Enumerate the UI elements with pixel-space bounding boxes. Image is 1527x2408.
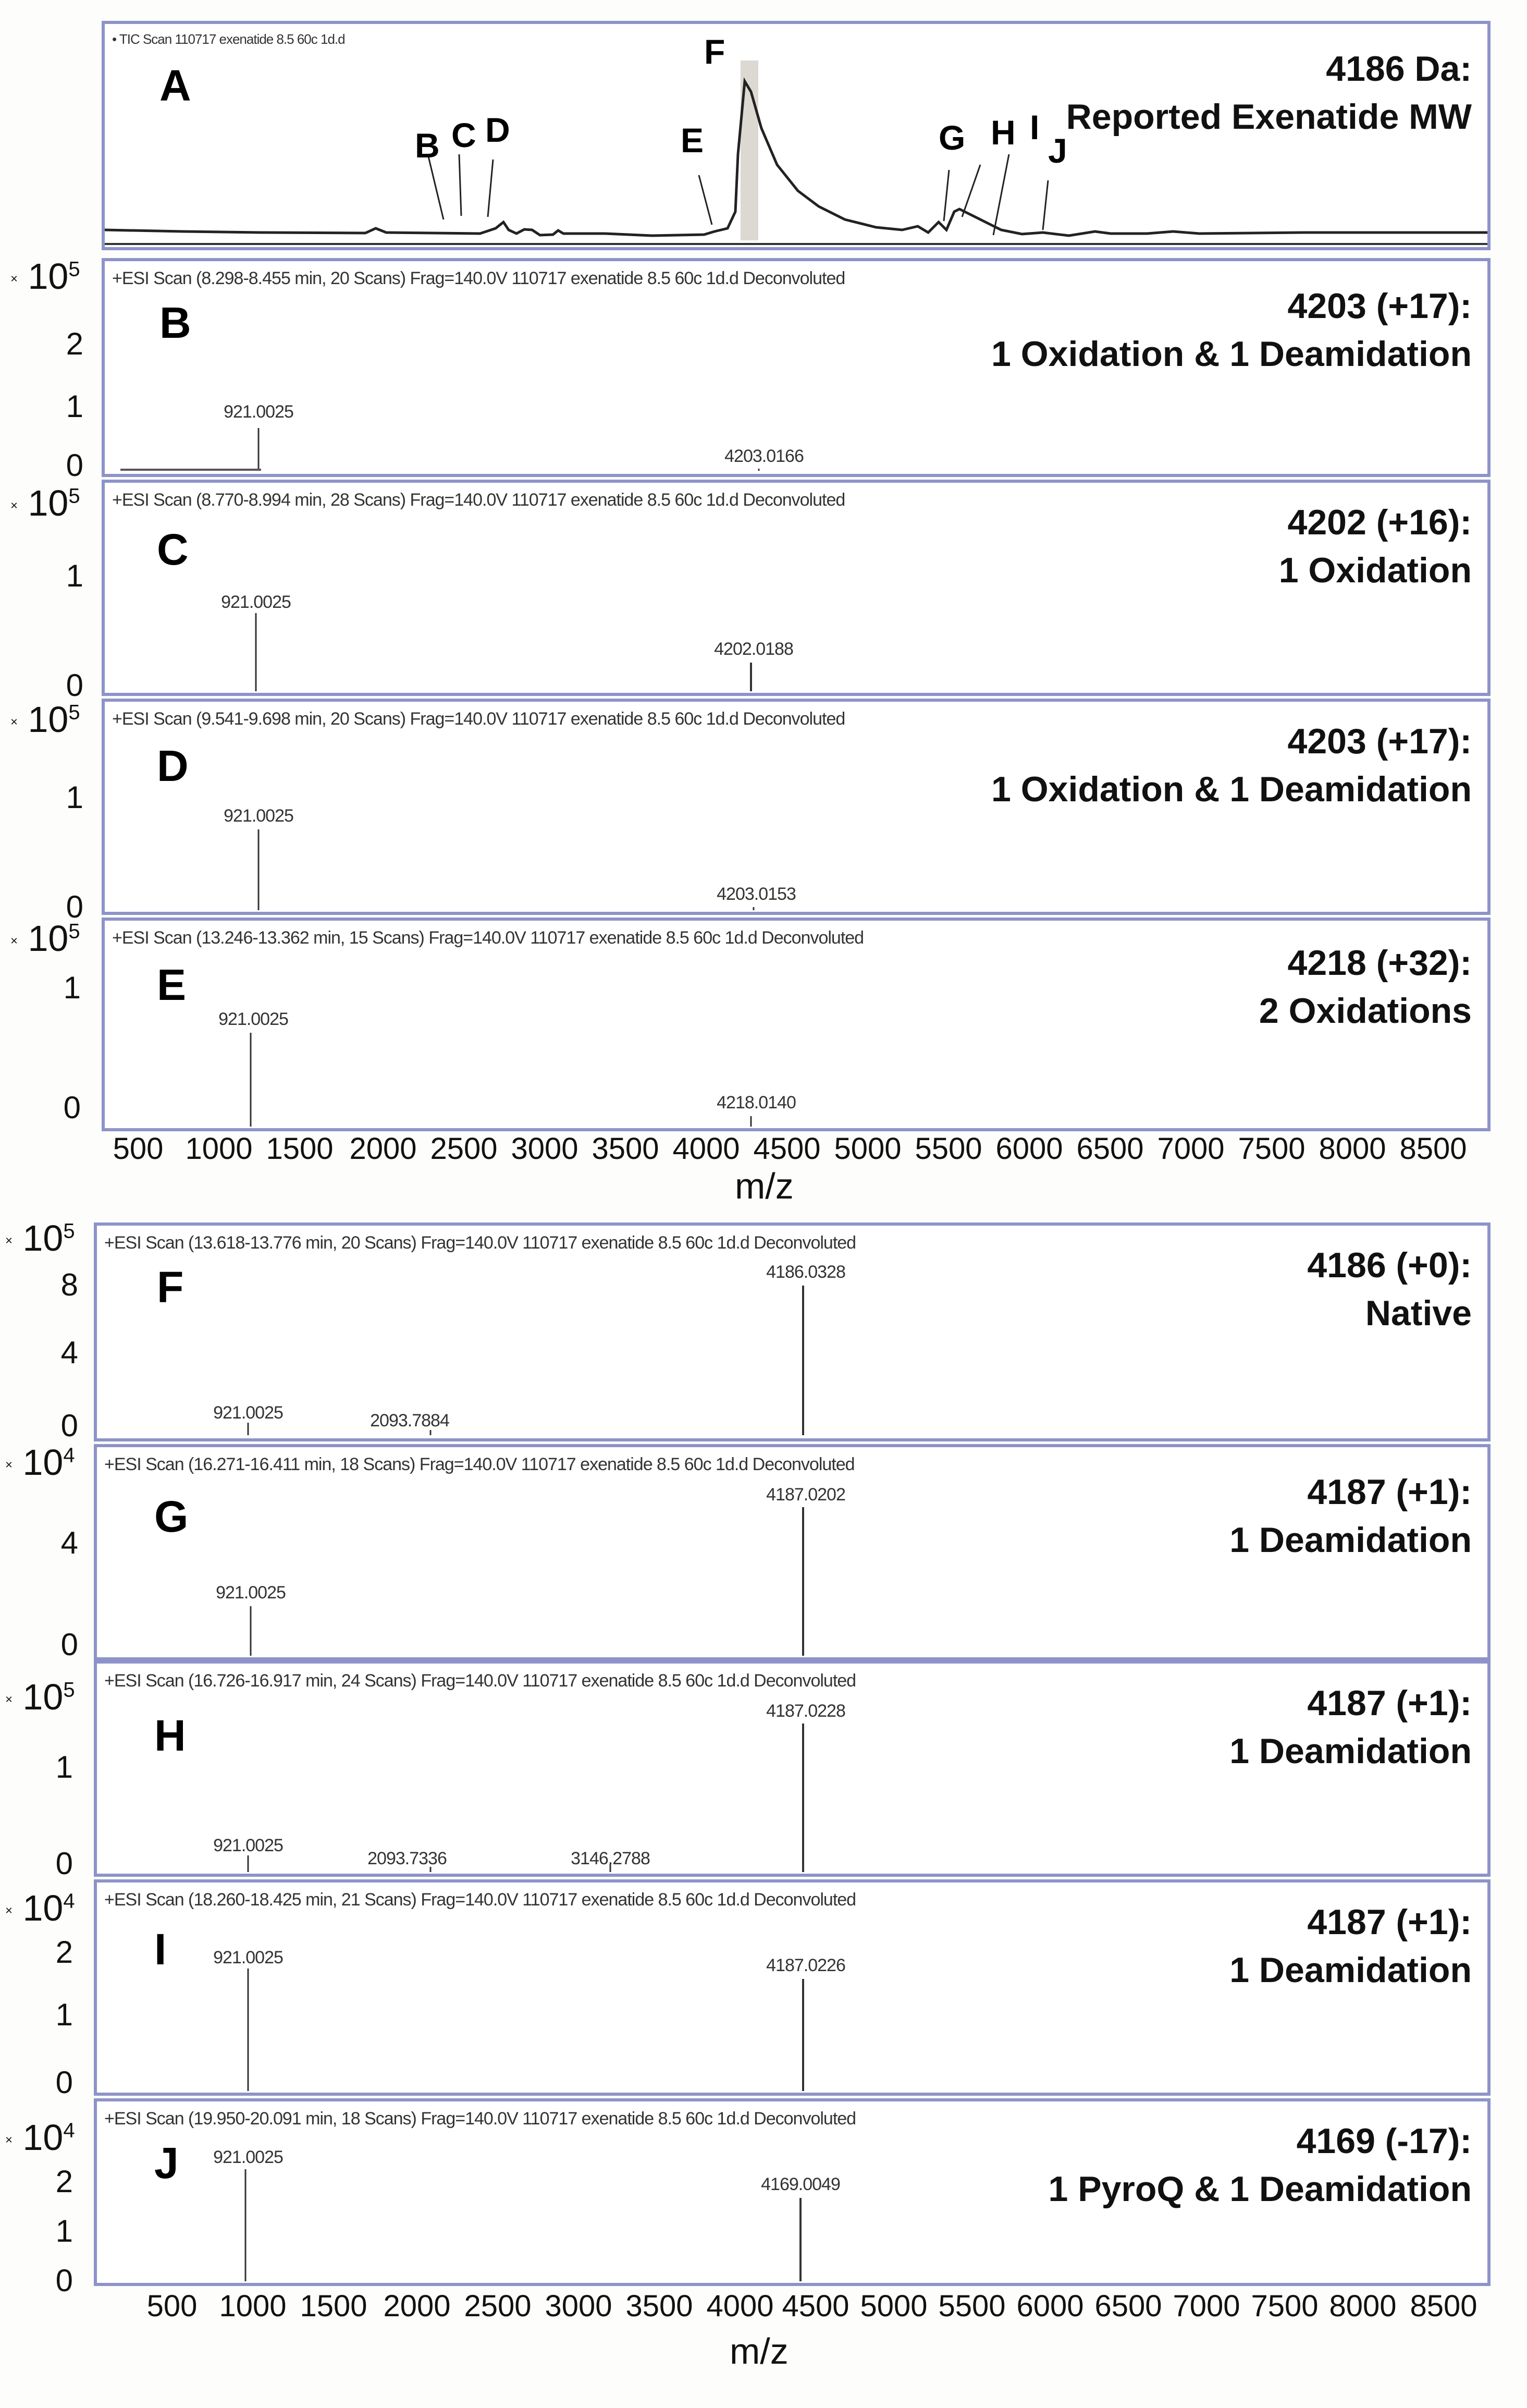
x-tick: 7000 [1157,1132,1225,1166]
y-tick: 1 [63,970,81,1005]
spectrum-panel-e [102,918,1491,1131]
annotation-modification: 1 Deamidation [1229,1950,1472,1990]
annotation-mass: 4218 (+32): [1287,943,1472,983]
scan-header: +ESI Scan (9.541-9.698 min, 20 Scans) Frag=140.0V 110717 exenatide 8.5 60c 1d.d Deconvoluted [112,709,845,729]
y-tick: 4 [60,1525,78,1560]
panel-letter-h: H [154,1711,186,1760]
panel-letter-j: J [154,2138,179,2187]
tic-peak-b: B [415,126,440,165]
peak-label: 4202.0188 [714,639,793,659]
y-tick: 0 [55,1846,73,1881]
spectrum-panel-h [94,1660,1491,1877]
y-multiplier-i: × $10^4$ [5,1888,75,1928]
x-tick: 500 [113,1132,164,1166]
tic-peak-j: J [1048,131,1067,170]
annotation-modification: 1 Deamidation [1229,1520,1472,1560]
y-tick: 0 [63,1090,81,1125]
scan-header: +ESI Scan (19.950-20.091 min, 18 Scans) Frag=140.0V 110717 exenatide 8.5 60c 1d.d Deconvoluted [104,2109,856,2129]
peak-label: 921.0025 [213,1403,283,1423]
x-tick: 6500 [1094,2289,1162,2323]
y-tick: 0 [60,1627,78,1662]
x-tick: 4500 [753,1132,821,1166]
peak-label: 921.0025 [213,2147,283,2167]
annotation-mass: 4187 (+1): [1307,1683,1472,1723]
x-tick: 1500 [300,2289,367,2323]
peak-label: 921.0025 [221,592,291,612]
x-tick: 4000 [672,1132,740,1166]
y-tick: 1 [66,558,83,593]
scan-header: +ESI Scan (16.271-16.411 min, 18 Scans) Frag=140.0V 110717 exenatide 8.5 60c 1d.d Deconvoluted [104,1454,855,1474]
annotation-mass: 4187 (+1): [1307,1472,1472,1512]
x-tick: 3000 [511,1132,578,1166]
annotation-modification: 1 PyroQ & 1 Deamidation [1048,2169,1472,2209]
spectrum-h [97,1664,1487,1874]
x-tick: 5000 [834,1132,902,1166]
x-tick: 3500 [625,2289,693,2323]
tic-peak-f: F [704,32,725,71]
x-tick: 1500 [266,1132,334,1166]
spectrum-b [105,261,1487,474]
y-tick: 0 [55,2065,73,2100]
tic-peak-e: E [681,121,704,160]
tic-annotation-line1: 4186 Da: [1326,49,1472,89]
peak-label: 2093.7336 [367,1849,447,1868]
x-tick: 8000 [1329,2289,1397,2323]
tic-peak-i: I [1030,108,1040,146]
x-tick: 6000 [1016,2289,1084,2323]
x-tick: 8500 [1410,2289,1477,2323]
y-tick: 1 [66,389,83,424]
tic-header: • TIC Scan 110717 exenatide 8.5 60c 1d.d [112,31,345,47]
y-tick: 1 [55,1750,73,1784]
x-tick: 5500 [915,1132,982,1166]
spectrum-panel-b [102,258,1491,477]
y-multiplier-b: × $10^5$ [10,256,80,297]
x-tick: 3000 [545,2289,612,2323]
annotation-modification: 1 Deamidation [1229,1731,1472,1771]
x-tick: 3500 [592,1132,659,1166]
spectrum-c [105,483,1487,693]
x-tick: 4000 [706,2289,774,2323]
panel-letter-f: F [157,1263,184,1312]
annotation-modification: 1 Oxidation [1278,551,1472,590]
peak-label: 921.0025 [213,1836,283,1855]
x-axis-label-upper: m/z [735,1166,794,1206]
y-tick: 0 [60,1408,78,1443]
x-tick: 6500 [1076,1132,1144,1166]
peak-label: 4203.0153 [717,884,796,904]
panel-letter-g: G [154,1492,189,1541]
annotation-mass: 4169 (-17): [1296,2121,1472,2161]
tic-panel [102,21,1491,250]
x-tick: 6000 [995,1132,1063,1166]
scan-header: +ESI Scan (8.770-8.994 min, 28 Scans) Frag=140.0V 110717 exenatide 8.5 60c 1d.d Deconvoluted [112,490,845,510]
spectrum-panel-f [94,1223,1491,1441]
spectrum-panel-j [94,2098,1491,2286]
panel-letter-e: E [157,960,187,1009]
spectrum-i [97,1883,1487,2093]
x-tick: 1000 [185,1132,253,1166]
spectrum-g [97,1447,1487,1657]
spectrum-panel-i [94,1879,1491,2096]
y-tick: 1 [66,780,83,815]
peak-label: 4203.0166 [724,446,804,466]
peak-label: 4186.0328 [766,1262,845,1282]
y-multiplier-f: × $10^5$ [5,1218,75,1258]
y-tick: 2 [66,326,83,361]
panel-letter-d: D [157,741,189,790]
scan-header: +ESI Scan (8.298-8.455 min, 20 Scans) Frag=140.0V 110717 exenatide 8.5 60c 1d.d Deconvoluted [112,268,845,288]
y-multiplier-h: × $10^5$ [5,1677,75,1717]
peak-label: 3146.2788 [571,1849,650,1868]
peak-label: 921.0025 [224,402,293,422]
x-tick: 2500 [464,2289,532,2323]
annotation-modification: 1 Oxidation & 1 Deamidation [991,334,1472,374]
panel-letter-i: I [154,1925,167,1974]
peak-label: 921.0025 [213,1948,283,1967]
x-tick: 7000 [1173,2289,1240,2323]
spectrum-panel-c [102,480,1491,696]
tic-peak-c: C [451,116,476,154]
spectrum-d [105,702,1487,912]
annotation-mass: 4202 (+16): [1287,503,1472,542]
spectrum-panel-d [102,699,1491,915]
x-tick: 2000 [349,1132,417,1166]
peak-label: 2093.7884 [370,1411,449,1431]
scan-header: +ESI Scan (13.618-13.776 min, 20 Scans) Frag=140.0V 110717 exenatide 8.5 60c 1d.d Deconvoluted [104,1233,856,1253]
y-tick: 8 [60,1267,78,1302]
annotation-modification: Native [1365,1293,1472,1333]
peak-label: 4187.0226 [766,1955,845,1975]
annotation-mass: 4203 (+17): [1287,286,1472,326]
tic-peak-h: H [991,113,1016,152]
y-multiplier-e: × $10^5$ [10,918,80,959]
y-multiplier-c: × $10^5$ [10,483,80,523]
peak-label: 921.0025 [224,806,293,826]
y-multiplier-d: × $10^5$ [10,699,80,740]
panel-letter-c: C [157,525,189,574]
y-tick: 0 [66,448,83,483]
spectrum-f [97,1226,1487,1438]
x-axis-lower [0,2289,1527,2330]
x-tick: 1000 [219,2289,287,2323]
x-tick: 7500 [1251,2289,1319,2323]
y-tick: 2 [55,1935,73,1970]
panel-letter-b: B [159,298,191,347]
peak-label: 4187.0202 [766,1485,845,1505]
peak-label: 921.0025 [216,1583,286,1603]
peak-label: 921.0025 [218,1009,288,1029]
x-tick: 4500 [782,2289,849,2323]
x-tick: 7500 [1238,1132,1306,1166]
x-tick: 500 [146,2289,198,2323]
x-axis-label-lower: m/z [730,2331,789,2372]
y-tick: 0 [66,668,83,703]
tic-annotation-line2: Reported Exenatide MW [1066,97,1472,137]
y-tick: 0 [66,889,83,924]
tic-trace [105,24,1487,247]
y-multiplier-g: × $10^4$ [5,1442,75,1483]
scan-header: +ESI Scan (18.260-18.425 min, 21 Scans) Frag=140.0V 110717 exenatide 8.5 60c 1d.d Deconvoluted [104,1890,856,1910]
spectrum-panel-g [94,1444,1491,1660]
annotation-mass: 4186 (+0): [1307,1245,1472,1285]
x-tick: 2500 [430,1132,498,1166]
annotation-modification: 1 Oxidation & 1 Deamidation [991,769,1472,809]
annotation-modification: 2 Oxidations [1259,991,1472,1031]
x-tick: 8500 [1399,1132,1467,1166]
scan-header: +ESI Scan (13.246-13.362 min, 15 Scans) Frag=140.0V 110717 exenatide 8.5 60c 1d.d Deconvoluted [112,928,864,948]
x-tick: 8000 [1319,1132,1386,1166]
y-tick: 4 [60,1335,78,1370]
tic-peak-g: G [939,118,966,157]
y-tick: 1 [55,2214,73,2248]
panel-letter-a: A [159,61,191,110]
peak-label: 4187.0228 [766,1701,845,1721]
y-tick: 1 [55,1997,73,2032]
y-tick: 0 [55,2263,73,2298]
x-tick: 5000 [860,2289,928,2323]
scan-header: +ESI Scan (16.726-16.917 min, 24 Scans) Frag=140.0V 110717 exenatide 8.5 60c 1d.d Deconvoluted [104,1671,856,1691]
peak-label: 4218.0140 [717,1093,796,1113]
annotation-mass: 4203 (+17): [1287,722,1472,761]
annotation-mass: 4187 (+1): [1307,1902,1472,1942]
x-tick: 5500 [938,2289,1006,2323]
y-multiplier-j: × $10^4$ [5,2117,75,2158]
peak-label: 4169.0049 [761,2174,840,2194]
x-tick: 2000 [383,2289,451,2323]
tic-peak-d: D [485,111,510,149]
spectrum-e [105,921,1487,1128]
y-tick: 2 [55,2164,73,2199]
